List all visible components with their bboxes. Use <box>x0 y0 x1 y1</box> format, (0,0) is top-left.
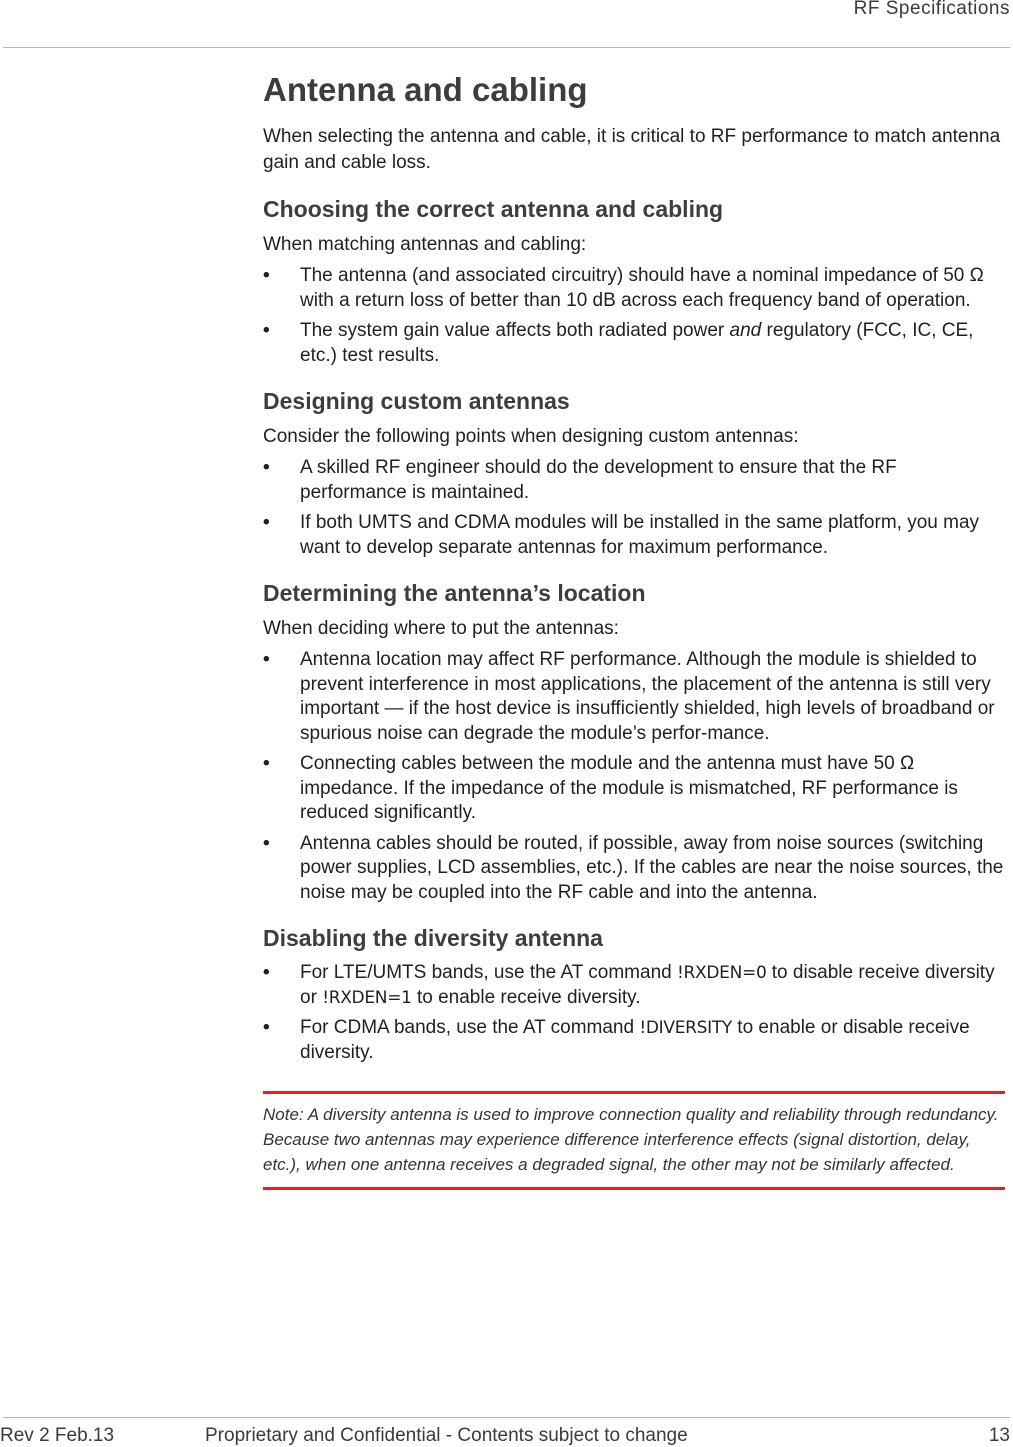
bullet-glyph: • <box>263 320 270 341</box>
list-item <box>263 511 1005 560</box>
heading-designing-antennas: Designing custom antennas <box>263 388 570 414</box>
bullet-glyph: • <box>263 753 270 774</box>
list-item-text: Antenna cables should be routed, if possible, away from noise sources (switching power supplies, LCD assemblies, etc.). If the cables are near the noise sources, the noise may be coupled into the RF cable and into the antenna. <box>300 832 1004 903</box>
list-item-text: A skilled RF engineer should do the development to ensure that the RF performance is maintained. <box>300 457 897 503</box>
list-item <box>263 319 1005 368</box>
note-bottom-rule <box>263 1187 1005 1190</box>
footer-revision: Rev 2 Feb.13 <box>0 1425 115 1446</box>
list-item-text: to enable or disable receive diversity. <box>300 1017 970 1063</box>
diversity-list <box>263 961 1005 1065</box>
at-command: !RXDEN=1 <box>322 987 412 1008</box>
footer-divider <box>3 1417 1010 1418</box>
list-item-text: Connecting cables between the module and the antenna must have 50 Ω impedance. If the impedance of the module is mismatched, RF performance is reduced significantly. <box>300 753 958 823</box>
list-item-text: The antenna (and associated circuitry) should have a nominal impedance of 50 Ω with a return loss of better than 10 dB across each frequency band of operation. <box>300 265 984 311</box>
bullet-glyph: • <box>263 457 270 478</box>
choosing-list <box>263 264 1005 368</box>
list-item-text: to disable receive diversity or <box>300 962 995 1008</box>
list-item <box>263 832 1005 906</box>
list-item-text: For LTE/UMTS bands, use the AT command <box>300 962 677 983</box>
list-item-text: regulatory (FCC, IC, CE, etc.) test results. <box>300 320 974 366</box>
bullet-glyph: • <box>263 649 270 670</box>
heading-choosing-antenna: Choosing the correct antenna and cabling <box>263 196 724 222</box>
page-body <box>263 68 1005 1190</box>
location-lead: When deciding where to put the antennas: <box>263 618 619 639</box>
list-item-text: For CDMA bands, use the AT command <box>300 1017 640 1038</box>
list-item <box>263 752 1005 826</box>
designing-list <box>263 456 1005 560</box>
emphasis-text: and <box>729 320 762 341</box>
list-item-text: The system gain value affects both radiated power <box>300 320 730 341</box>
bullet-glyph: • <box>263 832 270 854</box>
list-item-text: Antenna location may affect RF performance. Although the module is shielded to prevent interference in most applications, the placement of the antenna is still very important — if the host device is insufficiently shielded, high levels of broadband or spurious noise can degrade the module’s perfor-mance. <box>300 649 995 744</box>
heading-disabling-diversity: Disabling the diversity antenna <box>263 925 603 951</box>
running-header-title: RF Specifications <box>853 0 1010 19</box>
at-command: !RXDEN=0 <box>677 963 767 983</box>
list-item <box>263 1016 1005 1065</box>
list-item <box>263 264 1005 313</box>
at-command: !DIVERSITY <box>639 1018 733 1038</box>
location-list <box>263 648 1005 905</box>
list-item <box>263 961 1005 1010</box>
bullet-glyph: • <box>263 265 270 286</box>
list-item <box>263 456 1005 505</box>
footer-confidential: Proprietary and Confidential - Contents subject to change <box>205 1425 688 1446</box>
header-divider <box>3 47 1010 48</box>
heading-antenna-location: Determining the antenna’s location <box>263 580 646 606</box>
choosing-lead: When matching antennas and cabling: <box>263 234 587 255</box>
bullet-glyph: • <box>263 962 270 983</box>
list-item <box>263 648 1005 746</box>
section-intro: When selecting the antenna and cable, it is critical to RF performance to match antenna gain and cable loss. <box>263 126 1001 173</box>
bullet-glyph: • <box>263 1017 270 1038</box>
list-item-text: If both UMTS and CDMA modules will be installed in the same platform, you may want to develop separate antennas for maximum performance. <box>300 512 980 558</box>
section-title: Antenna and cabling <box>263 71 588 108</box>
page-number: 13 <box>988 1425 1010 1446</box>
bullet-glyph: • <box>263 512 270 533</box>
list-item-text: to enable receive diversity. <box>411 986 641 1008</box>
designing-lead: Consider the following points when designing custom antennas: <box>263 426 799 447</box>
note-text: Note: A diversity antenna is used to improve connection quality and reliability through redundancy. Because two antennas may experience difference interference effects (signal distortion, delay, etc.), when one antenna receives a degraded signal, the other may not be similarly affected. <box>263 1105 999 1174</box>
